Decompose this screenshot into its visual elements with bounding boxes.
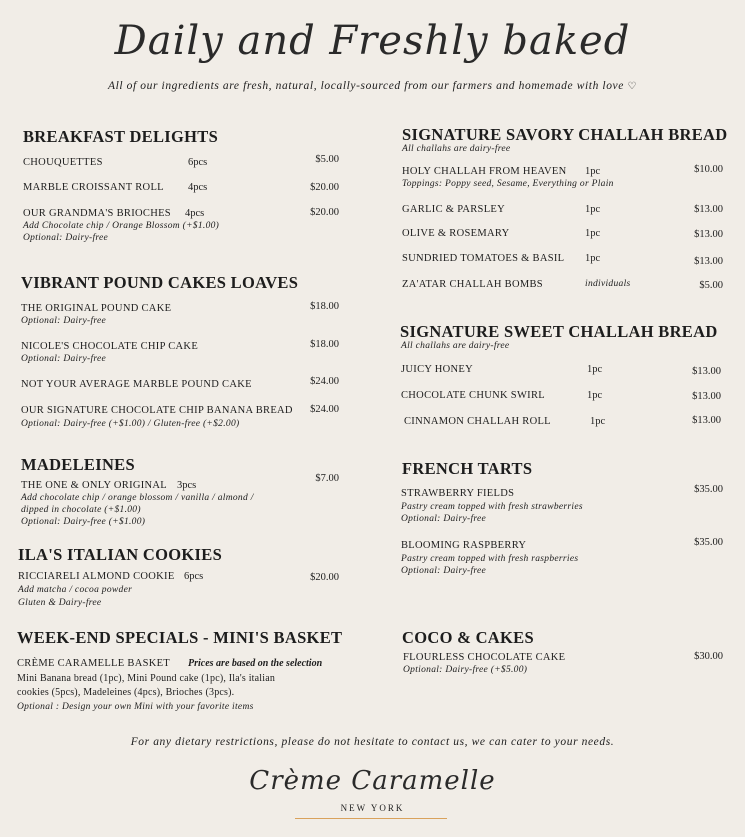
section-title-french-tarts: FRENCH TARTS (402, 459, 533, 478)
item-price: $35.00 (694, 537, 723, 548)
item-qty: 6pcs (188, 157, 208, 168)
item-price: $13.00 (692, 415, 721, 426)
item-note: Gluten & Dairy-free (18, 598, 102, 608)
item-note: Optional: Dairy-free (401, 566, 487, 576)
section-title-coco-cakes: COCO & CAKES (402, 628, 534, 647)
item-price: $13.00 (694, 256, 723, 267)
item-qty: 1pc (590, 416, 606, 427)
item-name: OLIVE & ROSEMARY (402, 228, 510, 239)
section-subtitle: All challahs are dairy-free (402, 144, 511, 154)
item-note: Add chocolate chip / orange blossom / vanilla / almond / (21, 493, 254, 503)
item-note: Add Chocolate chip / Orange Blossom (+$1.00) (23, 221, 220, 231)
item-note: Pastry cream topped with fresh strawberries (401, 502, 583, 512)
item-name: NICOLE'S CHOCOLATE CHIP CAKE (21, 341, 199, 352)
item-note: Toppings: Poppy seed, Sesame, Everything or Plain (402, 179, 614, 189)
item-qty: individuals (585, 279, 631, 289)
item-name: THE ORIGINAL POUND CAKE (21, 303, 172, 314)
item-qty: 1pc (587, 364, 603, 375)
item-name: RICCIARELI ALMOND COOKIE (18, 571, 175, 582)
item-price: $24.00 (310, 376, 339, 387)
item-note: dipped in chocolate (+$1.00) (21, 505, 141, 515)
item-price: $7.00 (315, 473, 339, 484)
item-price: $20.00 (310, 572, 339, 583)
brand-location: NEW YORK (340, 803, 405, 813)
item-qty: 1pc (585, 204, 601, 215)
item-price: $24.00 (310, 404, 339, 415)
menu-title: Daily and Freshly baked (114, 18, 631, 64)
item-price: $20.00 (310, 207, 339, 218)
section-title-sweet-challah: SIGNATURE SWEET CHALLAH BREAD (400, 322, 718, 341)
item-name: HOLY CHALLAH FROM HEAVEN (402, 166, 567, 177)
item-name: THE ONE & ONLY ORIGINAL (21, 480, 168, 491)
item-price: $5.00 (315, 154, 339, 165)
item-qty: 1pc (585, 166, 601, 177)
item-price: $13.00 (694, 229, 723, 240)
item-qty: 1pc (585, 228, 601, 239)
item-price: $18.00 (310, 339, 339, 350)
item-name: OUR GRANDMA'S BRIOCHES (23, 208, 171, 219)
item-price: $18.00 (310, 301, 339, 312)
item-name: CHOUQUETTES (23, 157, 103, 168)
item-name: NOT YOUR AVERAGE MARBLE POUND CAKE (21, 379, 252, 390)
section-title-weekend: WEEK-END SPECIALS - MINI'S BASKET (17, 628, 343, 647)
item-note: Optional: Dairy-free (+$1.00) / Gluten-free (+$2.00) (21, 419, 240, 429)
item-price: $30.00 (694, 651, 723, 662)
item-price: $20.00 (310, 182, 339, 193)
item-name: GARLIC & PARSLEY (402, 204, 506, 215)
item-name: JUICY HONEY (401, 364, 474, 375)
item-price: $35.00 (694, 484, 723, 495)
item-name: OUR SIGNATURE CHOCOLATE CHIP BANANA BREAD (21, 405, 293, 416)
item-qty: 4pcs (185, 208, 205, 219)
dietary-note: For any dietary restrictions, please do not hesitate to contact us, we can cater to your needs. (130, 736, 615, 748)
item-note: Optional: Dairy-free (21, 354, 107, 364)
brand-logo: Crème Caramelle (249, 766, 496, 796)
item-name: BLOOMING RASPBERRY (401, 540, 527, 551)
brand-underline (295, 818, 447, 819)
item-name: SUNDRIED TOMATOES & BASIL (402, 253, 565, 264)
item-note: Pastry cream topped with fresh raspberries (401, 554, 579, 564)
section-title-madeleines: MADELEINES (21, 455, 135, 474)
item-note: Optional: Dairy-free (401, 514, 487, 524)
item-name: MARBLE CROISSANT ROLL (23, 182, 164, 193)
item-note: Optional: Dairy-free (21, 316, 107, 326)
item-description: cookies (5pcs), Madeleines (4pcs), Brioches (3pcs). (17, 687, 235, 698)
section-title-savory-challah: SIGNATURE SAVORY CHALLAH BREAD (402, 125, 728, 144)
menu-subtitle-text: All of our ingredients are fresh, natural, locally-sourced from our farmers and homemade with love (107, 80, 624, 92)
item-price: $13.00 (692, 391, 721, 402)
item-note: Optional: Dairy-free (+$5.00) (403, 665, 528, 675)
item-qty: 4pcs (188, 182, 208, 193)
item-note: Optional: Dairy-free (23, 233, 109, 243)
item-name: CINNAMON CHALLAH ROLL (404, 416, 551, 427)
item-price: $13.00 (692, 366, 721, 377)
section-title-cookies: ILA'S ITALIAN COOKIES (18, 545, 223, 564)
item-note: Optional : Design your own Mini with your favorite items (17, 702, 254, 712)
item-name: FLOURLESS CHOCOLATE CAKE (403, 652, 566, 663)
menu-subtitle (0, 80, 745, 92)
item-price: $5.00 (699, 280, 723, 291)
item-name: CRÈME CARAMELLE BASKET (17, 658, 171, 669)
item-price: $10.00 (694, 164, 723, 175)
item-qty: 6pcs (184, 571, 204, 582)
section-title-breakfast: BREAKFAST DELIGHTS (23, 127, 219, 146)
item-name: STRAWBERRY FIELDS (401, 488, 515, 499)
item-name: ZA'ATAR CHALLAH BOMBS (402, 279, 543, 290)
item-price: $13.00 (694, 204, 723, 215)
item-qty: 1pc (585, 253, 601, 264)
section-subtitle: All challahs are dairy-free (401, 341, 510, 351)
item-note: Add matcha / cocoa powder (18, 585, 133, 595)
item-note: Optional: Dairy-free (+$1.00) (21, 517, 146, 527)
item-price-note: Prices are based on the selection (188, 658, 323, 669)
item-name: CHOCOLATE CHUNK SWIRL (401, 390, 545, 401)
heart-icon: ♡ (627, 81, 638, 92)
item-qty: 1pc (587, 390, 603, 401)
item-qty: 3pcs (177, 480, 197, 491)
item-description: Mini Banana bread (1pc), Mini Pound cake (1pc), Ila's italian (17, 673, 276, 684)
section-title-pound-cakes: VIBRANT POUND CAKES LOAVES (21, 273, 299, 292)
